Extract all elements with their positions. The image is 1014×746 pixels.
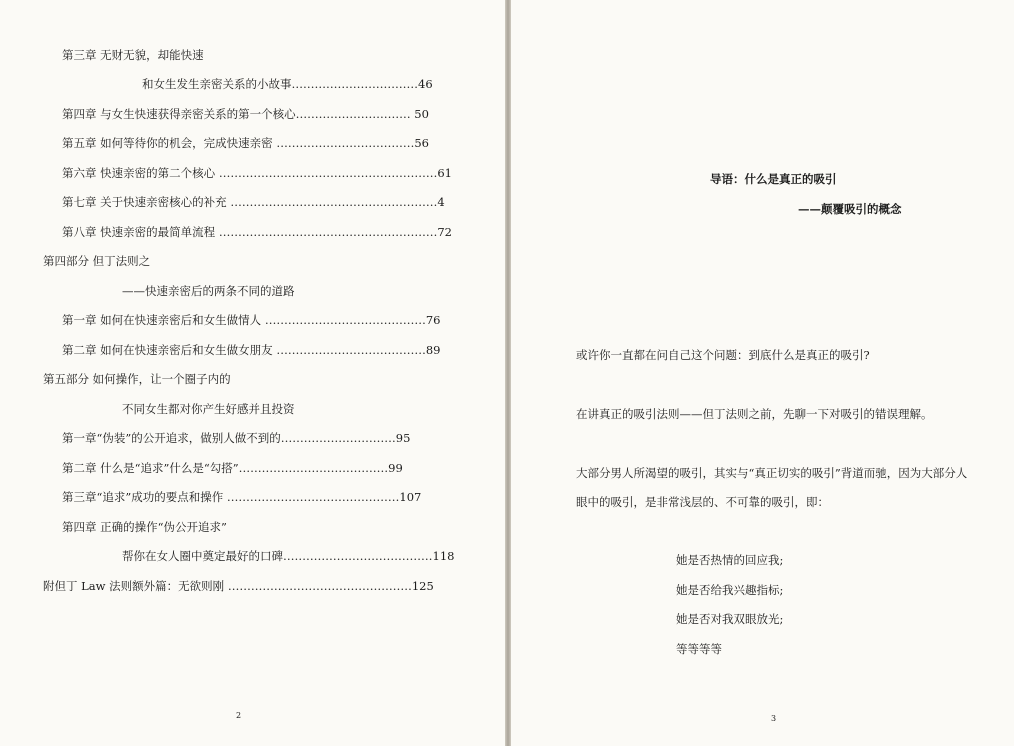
toc-entry xyxy=(62,461,403,475)
toc-entry-page: 95 xyxy=(395,431,411,445)
toc-entry-text: 第六章 快速亲密的第二个核心 xyxy=(62,166,219,180)
list-item: 她是否热情的回应我; xyxy=(676,553,784,567)
page-title: 导语：什么是真正的吸引 xyxy=(710,172,837,186)
page-subtitle: ——颠覆吸引的概念 xyxy=(798,202,902,216)
paragraph: 眼中的吸引，是非常浅层的、不可靠的吸引，即： xyxy=(576,495,829,509)
toc-entry-page: 89 xyxy=(425,343,441,357)
toc-entry-page: 61 xyxy=(437,166,452,180)
toc-entry-text: 附但丁 Law 法则额外篇：无欲则刚 xyxy=(43,579,228,593)
toc-entry-text: 第一章“伪装”的公开追求，做别人做不到的 xyxy=(62,431,281,445)
toc-entry xyxy=(62,225,452,239)
toc-entry-page: 72 xyxy=(437,225,452,239)
toc-part-heading xyxy=(43,372,231,386)
toc-entry-leader: ……………………………………… xyxy=(226,490,400,504)
toc-entry-text: 第二章 什么是“追求”什么是“勾搭” xyxy=(62,461,239,475)
toc-entry xyxy=(142,77,433,91)
toc-entry-text: 第五章 如何等待你的机会，完成快速亲密 xyxy=(62,136,277,150)
toc-entry-leader: ………………………………………… xyxy=(227,579,412,593)
toc-entry-page: 56 xyxy=(414,136,429,150)
toc-entry-page: 76 xyxy=(425,313,441,327)
toc-entry-leader: ………………………………………………… xyxy=(218,225,438,239)
paragraph: 或许你一直都在问自己这个问题：到底什么是真正的吸引? xyxy=(576,348,870,362)
toc-entry-page: 46 xyxy=(418,77,433,91)
toc-entry-text: 不同女生都对你产生好感并且投资 xyxy=(122,402,295,416)
page-number: 2 xyxy=(236,711,242,720)
toc-entry-text: 第七章 关于快速亲密核心的补充 xyxy=(62,195,231,209)
toc-entry-text: 第四部分 但丁法则之 xyxy=(43,254,151,268)
toc-part-subheading xyxy=(122,284,295,298)
toc-entry-text: 和女生发生亲密关系的小故事 xyxy=(142,77,292,91)
toc-entry-leader: ………………………… xyxy=(295,107,411,121)
left-page xyxy=(0,0,505,746)
toc-entry-text: 第四章 与女生快速获得亲密关系的第一个核心 xyxy=(62,107,296,121)
page-number: 3 xyxy=(771,714,777,723)
toc-entry xyxy=(62,343,440,357)
toc-entry xyxy=(62,48,204,62)
toc-entry xyxy=(122,549,454,563)
toc-entry-text: ——快速亲密后的两条不同的道路 xyxy=(122,284,295,298)
toc-entry-page: 107 xyxy=(399,490,422,504)
toc-entry-leader: ………………………………… xyxy=(238,461,389,475)
toc-entry-text: 帮你在女人圈中奠定最好的口碑 xyxy=(122,549,283,563)
toc-entry-leader: …………………………………… xyxy=(264,313,426,327)
toc-part-heading xyxy=(43,254,150,268)
toc-entry-text: 第四章 正确的操作“伪公开追求” xyxy=(62,520,227,534)
toc-entry xyxy=(62,313,440,327)
toc-entry xyxy=(62,520,227,534)
list-item: 她是否给我兴趣指标; xyxy=(676,583,784,597)
toc-entry-page: 99 xyxy=(388,461,403,475)
toc-entry-text: 第五部分 如何操作，让一个圈子内的 xyxy=(43,372,231,386)
toc-entry-text: 第一章 如何在快速亲密后和女生做情人 xyxy=(62,313,265,327)
toc-entry xyxy=(62,136,429,150)
toc-entry-page: 50 xyxy=(410,107,429,121)
toc-entry xyxy=(62,490,421,504)
toc-entry xyxy=(62,195,445,209)
toc-entry-leader: ……………………………………………… xyxy=(230,195,438,209)
toc-part-subheading xyxy=(122,402,295,416)
toc-entry xyxy=(62,166,452,180)
paragraph: 大部分男人所渴望的吸引，其实与“真正切实的吸引”背道而驰，因为大部分人 xyxy=(576,466,968,480)
paragraph: 在讲真正的吸引法则——但丁法则之前，先聊一下对吸引的错误理解。 xyxy=(576,407,933,421)
toc-entry-leader: ……………………………… xyxy=(276,136,415,150)
toc-entry-text: 第二章 如何在快速亲密后和女生做女朋友 xyxy=(62,343,277,357)
toc-entry-page: 4 xyxy=(437,195,445,209)
toc-entry xyxy=(62,107,429,121)
list-item: 等等等等 xyxy=(676,642,722,656)
toc-entry-leader: ………………………………… xyxy=(276,343,426,357)
toc-entry-page: 125 xyxy=(411,579,434,593)
toc-entry-leader: ………………………… xyxy=(280,431,396,445)
toc-entry-text: 第八章 快速亲密的最简单流程 xyxy=(62,225,219,239)
toc-entry-page: 118 xyxy=(432,549,455,563)
toc-entry-leader: …………………………… xyxy=(291,77,418,91)
toc-entry xyxy=(43,579,434,593)
toc-entry xyxy=(62,431,410,445)
list-item: 她是否对我双眼放光; xyxy=(676,612,784,626)
toc-entry-leader: ………………………………… xyxy=(283,549,433,563)
toc-entry-text: 第三章 无财无貌，却能快速 xyxy=(62,48,204,62)
toc-entry-leader: ………………………………………………… xyxy=(218,166,438,180)
right-page xyxy=(511,0,1014,746)
toc-entry-text: 第三章“追求”成功的要点和操作 xyxy=(62,490,227,504)
